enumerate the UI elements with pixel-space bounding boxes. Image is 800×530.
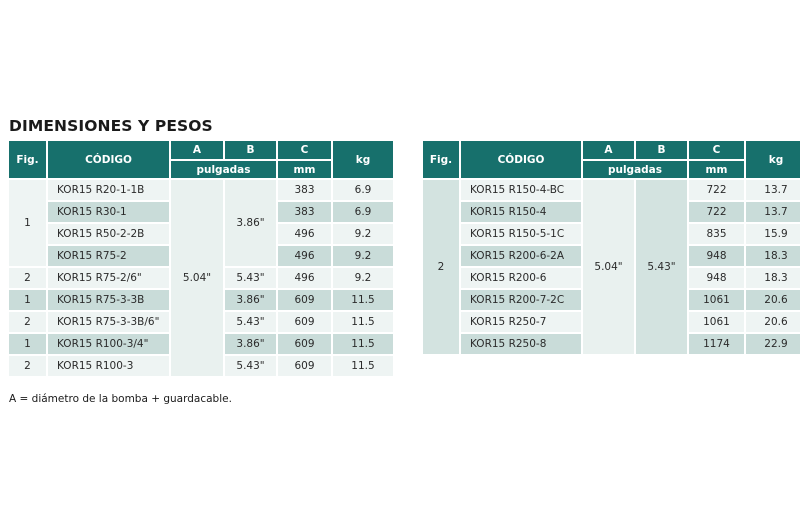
kg-cell: 15.9 [746, 224, 800, 244]
a-cell: 5.04" [583, 180, 634, 354]
header-pulgadas: pulgadas [171, 161, 276, 178]
kg-cell: 9.2 [333, 246, 393, 266]
c-cell: 609 [278, 334, 331, 354]
a-cell: 5.04" [171, 180, 223, 376]
header-mm: mm [689, 161, 744, 178]
c-cell: 496 [278, 224, 331, 244]
code-cell: KOR15 R75-2 [48, 246, 169, 266]
code-cell: KOR15 R200-7-2C [461, 290, 581, 310]
kg-cell: 11.5 [333, 312, 393, 332]
c-cell: 1061 [689, 290, 744, 310]
code-cell: KOR15 R100-3 [48, 356, 169, 376]
b-cell: 3.86" [225, 334, 276, 354]
kg-cell: 13.7 [746, 180, 800, 200]
header-b: B [636, 141, 687, 159]
c-cell: 722 [689, 202, 744, 222]
header-b: B [225, 141, 276, 159]
c-cell: 1174 [689, 334, 744, 354]
code-cell: KOR15 R100-3/4" [48, 334, 169, 354]
b-cell: 5.43" [225, 312, 276, 332]
header-c: C [689, 141, 744, 159]
kg-cell: 20.6 [746, 290, 800, 310]
c-cell: 609 [278, 312, 331, 332]
c-cell: 948 [689, 246, 744, 266]
b-cell: 5.43" [636, 180, 687, 354]
c-cell: 383 [278, 180, 331, 200]
page-title: DIMENSIONES Y PESOS [9, 117, 213, 135]
header-mm: mm [278, 161, 331, 178]
c-cell: 722 [689, 180, 744, 200]
fig-cell: 2 [423, 180, 459, 354]
dimensions-table-right [421, 139, 800, 356]
c-cell: 835 [689, 224, 744, 244]
code-cell: KOR15 R200-6-2A [461, 246, 581, 266]
fig-cell: 2 [9, 268, 46, 288]
fig-cell: 1 [9, 334, 46, 354]
kg-cell: 18.3 [746, 246, 800, 266]
code-cell: KOR15 R75-3-3B/6" [48, 312, 169, 332]
b-cell: 3.86" [225, 180, 276, 266]
header-c: C [278, 141, 331, 159]
kg-cell: 9.2 [333, 224, 393, 244]
kg-cell: 20.6 [746, 312, 800, 332]
header-fig: Fig. [9, 141, 46, 178]
header-codigo: CÓDIGO [48, 141, 169, 178]
fig-cell: 1 [9, 290, 46, 310]
header-a: A [583, 141, 634, 159]
kg-cell: 6.9 [333, 202, 393, 222]
c-cell: 948 [689, 268, 744, 288]
kg-cell: 9.2 [333, 268, 393, 288]
c-cell: 496 [278, 246, 331, 266]
kg-cell: 22.9 [746, 334, 800, 354]
c-cell: 383 [278, 202, 331, 222]
header-kg: kg [746, 141, 800, 178]
code-cell: KOR15 R250-8 [461, 334, 581, 354]
code-cell: KOR15 R30-1 [48, 202, 169, 222]
kg-cell: 11.5 [333, 290, 393, 310]
b-cell: 5.43" [225, 268, 276, 288]
fig-cell: 2 [9, 356, 46, 376]
footnote: A = diámetro de la bomba + guardacable. [9, 393, 232, 405]
code-cell: KOR15 R50-2-2B [48, 224, 169, 244]
table-row [9, 180, 393, 200]
c-cell: 609 [278, 290, 331, 310]
c-cell: 496 [278, 268, 331, 288]
code-cell: KOR15 R200-6 [461, 268, 581, 288]
code-cell: KOR15 R150-4 [461, 202, 581, 222]
kg-cell: 18.3 [746, 268, 800, 288]
header-kg: kg [333, 141, 393, 178]
code-cell: KOR15 R75-3-3B [48, 290, 169, 310]
kg-cell: 11.5 [333, 334, 393, 354]
header-fig: Fig. [423, 141, 459, 178]
code-cell: KOR15 R150-5-1C [461, 224, 581, 244]
header-pulgadas: pulgadas [583, 161, 687, 178]
code-cell: KOR15 R150-4-BC [461, 180, 581, 200]
b-cell: 5.43" [225, 356, 276, 376]
code-cell: KOR15 R250-7 [461, 312, 581, 332]
header-codigo: CÓDIGO [461, 141, 581, 178]
dimensions-table-left [7, 139, 395, 378]
code-cell: KOR15 R75-2/6" [48, 268, 169, 288]
c-cell: 1061 [689, 312, 744, 332]
fig-cell: 1 [9, 180, 46, 266]
b-cell: 3.86" [225, 290, 276, 310]
table-row [423, 180, 800, 200]
kg-cell: 13.7 [746, 202, 800, 222]
c-cell: 609 [278, 356, 331, 376]
kg-cell: 11.5 [333, 356, 393, 376]
fig-cell: 2 [9, 312, 46, 332]
kg-cell: 6.9 [333, 180, 393, 200]
header-a: A [171, 141, 223, 159]
code-cell: KOR15 R20-1-1B [48, 180, 169, 200]
